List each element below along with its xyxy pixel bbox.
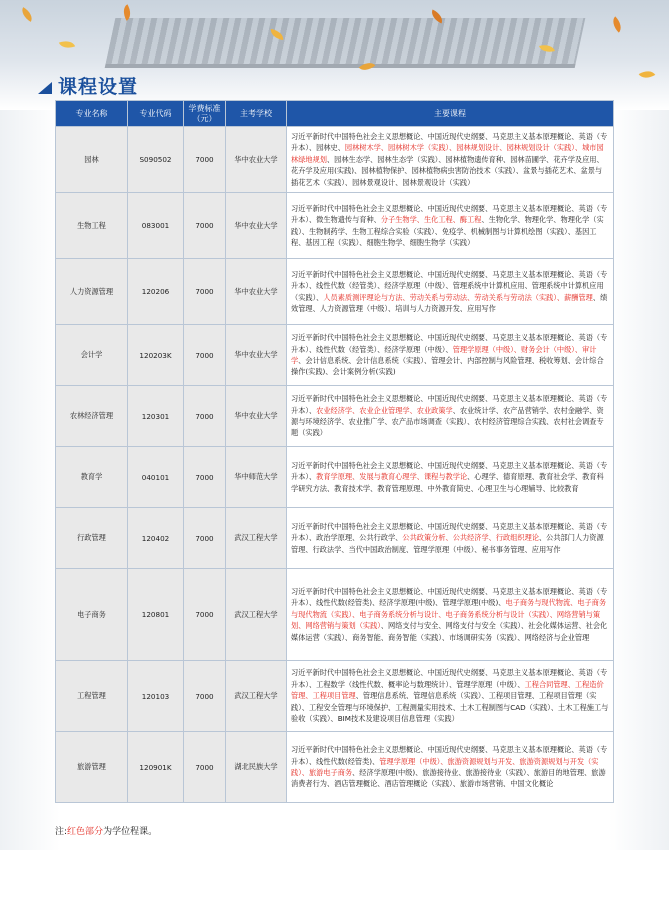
course-text: 习近平新时代中国特色社会主义思想概论、中国近现代史纲要、马克思主义基本原理概论、英语（专升本）、 <box>291 460 608 482</box>
degree-course-text: 电子商务与现代物流、电子商务与现代物流（实践）、电子商务系统分析与设计、电子商务系统分析与设计（实践）、网络营销与策划、网络营销与策划（实践） <box>291 598 607 631</box>
tuition-cell: 7000 <box>184 661 226 732</box>
course-text: 、心理学、德育原理、教育社会学、教育科学研究方法、教育技术学、教育管理原理、中外教育简史、心理卫生与心理辅导、比较教育 <box>291 472 604 493</box>
title-text: 课程设置 <box>58 76 139 98</box>
course-text: 习近平新时代中国特色社会主义思想概论、中国近现代史纲要、马克思主义基本原理概论、英语（专升本）、线性代数（经管类）、经济学原理（中级）、 <box>291 333 608 354</box>
table-row <box>56 259 614 325</box>
exam-school-cell: 华中农业大学 <box>226 325 287 386</box>
major-code-cell: 120901K <box>128 732 184 803</box>
degree-course-text: 人员素质测评理论与方法、劳动关系与劳动法、劳动关系与劳动法（实践）、薪酬管理 <box>323 292 593 302</box>
header-tuition: 学费标准 （元） <box>184 101 226 127</box>
leaf-decoration <box>59 38 75 51</box>
footnote-highlight: 红色部分 <box>67 827 104 837</box>
tuition-cell: 7000 <box>184 508 226 569</box>
footnote-prefix: 注: <box>55 827 68 837</box>
major-code-cell: 120203K <box>128 325 184 386</box>
leaf-decoration <box>609 16 625 32</box>
exam-school-cell: 武汉工程大学 <box>226 508 287 569</box>
major-name-cell: 会计学 <box>56 325 128 386</box>
course-table <box>55 100 614 803</box>
major-name-cell: 园林 <box>56 127 128 193</box>
main-courses-cell <box>287 259 614 325</box>
course-text: 习近平新时代中国特色社会主义思想概论、中国近现代史纲要、马克思主义基本原理概论、英语（专升本）、微生物遗传与育种、 <box>291 203 608 225</box>
footnote-suffix: 为学位程课。 <box>103 827 158 837</box>
main-courses-cell <box>287 661 614 732</box>
table-row <box>56 127 614 193</box>
leaf-decoration <box>19 7 36 22</box>
exam-school-cell: 湖北民族大学 <box>226 732 287 803</box>
major-name-cell: 生物工程 <box>56 193 128 259</box>
major-code-cell: 120301 <box>128 386 184 447</box>
course-text: 、农业统计学、农产品营销学、农村金融学、资源与环境经济学、农业推广学、农产品市场调查（实践）、农村经济管理综合实践、农村社会调查专题（实践） <box>291 405 604 438</box>
exam-school-cell: 武汉工程大学 <box>226 661 287 732</box>
header-main-courses: 主要课程 <box>287 101 614 127</box>
course-text: 习近平新时代中国特色社会主义思想概论、中国近现代史纲要、马克思主义基本原理概论、英语（专升本）、工程数学（线性代数、概率论与数理统计）、管理学原理（中级）、 <box>291 668 608 689</box>
background-right-fade <box>609 110 669 850</box>
major-code-cell: 120402 <box>128 508 184 569</box>
major-code-cell: 083001 <box>128 193 184 259</box>
table-row <box>56 325 614 386</box>
exam-school-cell: 华中农业大学 <box>226 127 287 193</box>
tuition-cell: 7000 <box>184 732 226 803</box>
major-code-cell: 040101 <box>128 447 184 508</box>
table-body <box>56 127 614 803</box>
table-row <box>56 447 614 508</box>
main-courses-cell <box>287 127 614 193</box>
background-roof-decoration <box>105 18 586 68</box>
major-name-cell: 行政管理 <box>56 508 128 569</box>
degree-course-text: 农业经济学、农业企业管理学、农业政策学 <box>316 405 453 415</box>
major-code-cell: 120801 <box>128 569 184 661</box>
course-text: 习近平新时代中国特色社会主义思想概论、中国近现代史纲要、马克思主义基本原理概论、英语（专升本）、政治学原理、公共行政学、 <box>291 521 608 543</box>
main-courses-cell <box>287 508 614 569</box>
major-name-cell: 电子商务 <box>56 569 128 661</box>
course-text: 、绩效管理、人力资源管理（中级）、培训与人力资源开发、应用写作 <box>291 292 608 313</box>
background-left-fade <box>0 110 60 850</box>
exam-school-cell: 华中农业大学 <box>226 386 287 447</box>
course-text: 、生物化学、物理化学、物理化学（实践）、生物制药学、生物工程综合实验（实践）、免疫学、机械制图与计算机绘图（实践）、基因工程、基因工程（实践）、细胞生物学、细胞生物学（实践） <box>291 215 604 247</box>
course-text: 、经济学原理(中级)、旅游接待业、旅游接待业（实践）、旅游目的地管理、旅游消费者行为、酒店管理概论、酒店管理概论（实践）、旅游市场营销、中国文化概论 <box>291 768 606 789</box>
table-row <box>56 508 614 569</box>
main-courses-cell <box>287 325 614 386</box>
exam-school-cell: 华中师范大学 <box>226 447 287 508</box>
main-courses-cell <box>287 386 614 447</box>
major-code-cell: 120103 <box>128 661 184 732</box>
course-text: 、管理信息系统、管理信息系统（实践）、工程项目管理、工程项目管理（实践）、工程安全管理与环境保护、工程测量实用技术、土木工程制图与CAD（实践）、土木工程施工与验收（实践）、BIM技术及建设项目信息管理（实践） <box>291 691 609 724</box>
course-text: 习近平新时代中国特色社会主义思想概论、中国近现代史纲要、马克思主义基本原理概论、英语（专升本）、 <box>291 394 608 415</box>
leaf-decoration <box>639 67 656 82</box>
major-name-cell: 教育学 <box>56 447 128 508</box>
exam-school-cell: 华中农业大学 <box>226 259 287 325</box>
degree-course-text: 管理学原理（中级）、旅游资源规划与开发、旅游资源规划与开发（实践）、旅游电子商务 <box>291 756 599 777</box>
table-row <box>56 569 614 661</box>
page-title <box>38 72 138 99</box>
main-courses-cell <box>287 569 614 661</box>
table-row <box>56 732 614 803</box>
course-text: 、会计信息系统、会计信息系统（实践）、管理会计、内部控制与风险管理、税收筹划、会计综合操作(实践)、会计案例分析(实践) <box>291 356 604 377</box>
course-text: 、公共部门人力资源管理、行政法学、当代中国政治制度、管理学原理（中级）、秘书事务管理、应用写作 <box>291 533 604 554</box>
header-major-name: 专业名称 <box>56 101 128 127</box>
header-exam-school: 主考学校 <box>226 101 287 127</box>
table-row <box>56 386 614 447</box>
tuition-cell: 7000 <box>184 259 226 325</box>
title-arrow-icon <box>38 82 52 94</box>
header-major-code: 专业代码 <box>128 101 184 127</box>
major-name-cell: 旅游管理 <box>56 732 128 803</box>
course-text: 、网络支付与安全、网络支付与安全（实践）、社会化媒体运营、社会化媒体运营（实践）、商务智能、商务智能（实践）、市场调研实务（实践）、网络经济与企业管理 <box>291 621 608 642</box>
main-courses-cell <box>287 447 614 508</box>
major-code-cell: S090502 <box>128 127 184 193</box>
degree-course-text: 园林树木学、园林树木学（实践）、园林规划设计、园林规划设计（实践）、城市园林绿地规划 <box>291 143 604 164</box>
major-name-cell: 农林经济管理 <box>56 386 128 447</box>
tuition-cell: 7000 <box>184 569 226 661</box>
tuition-cell: 7000 <box>184 127 226 193</box>
course-text: 习近平新时代中国特色社会主义思想概论、中国近现代史纲要、马克思主义基本原理概论、英语（专升本）、线性代数（经管类）、经济学原理（中级）、管理系统中计算机应用、管理系统中计算机应用（实践）、 <box>291 269 608 302</box>
major-code-cell: 120206 <box>128 259 184 325</box>
degree-course-text: 公共政策分析、公共经济学、行政组织理论 <box>402 533 539 543</box>
major-name-cell: 工程管理 <box>56 661 128 732</box>
main-courses-cell <box>287 732 614 803</box>
course-text: 习近平新时代中国特色社会主义思想概论、中国近现代史纲要、马克思主义基本原理概论、英语（专升本）、线性代数(经管类)、 <box>291 745 608 766</box>
tuition-cell: 7000 <box>184 193 226 259</box>
degree-course-text: 工程合同管理、工程造价管理、工程项目管理 <box>291 679 604 701</box>
course-text: 、园林生态学、园林生态学（实践）、园林植物遗传育种、园林苗圃学、花卉学及应用、花卉学及应用(实践)、园林植物保护、园林植物病虫害防治技术（实践）、盆景与插花艺术、盆景与插花艺术（实践）、园林景观设计、园林景观设计（实践） <box>291 154 604 187</box>
footnote <box>55 824 157 837</box>
exam-school-cell: 武汉工程大学 <box>226 569 287 661</box>
tuition-cell: 7000 <box>184 447 226 508</box>
exam-school-cell: 华中农业大学 <box>226 193 287 259</box>
table-header-row <box>56 101 614 127</box>
table-row <box>56 193 614 259</box>
main-courses-cell <box>287 193 614 259</box>
course-text: 习近平新时代中国特色社会主义思想概论、中国近现代史纲要、马克思主义基本原理概论、英语（专升本）、线性代数(经管类)、经济学原理(中级)、管理学原理(中级)、 <box>291 586 608 608</box>
tuition-cell: 7000 <box>184 386 226 447</box>
tuition-cell: 7000 <box>184 325 226 386</box>
degree-course-text: 教育学原理、发展与教育心理学、课程与教学论 <box>316 472 468 482</box>
major-name-cell: 人力资源管理 <box>56 259 128 325</box>
course-text: 习近平新时代中国特色社会主义思想概论、中国近现代史纲要、马克思主义基本原理概论、英语（专升本）、园林史、 <box>291 131 608 153</box>
degree-course-text: 管理学原理（中级）、财务会计（中级）、审计学 <box>291 344 597 365</box>
table-row <box>56 661 614 732</box>
degree-course-text: 分子生物学、生化工程、酶工程 <box>380 215 482 225</box>
